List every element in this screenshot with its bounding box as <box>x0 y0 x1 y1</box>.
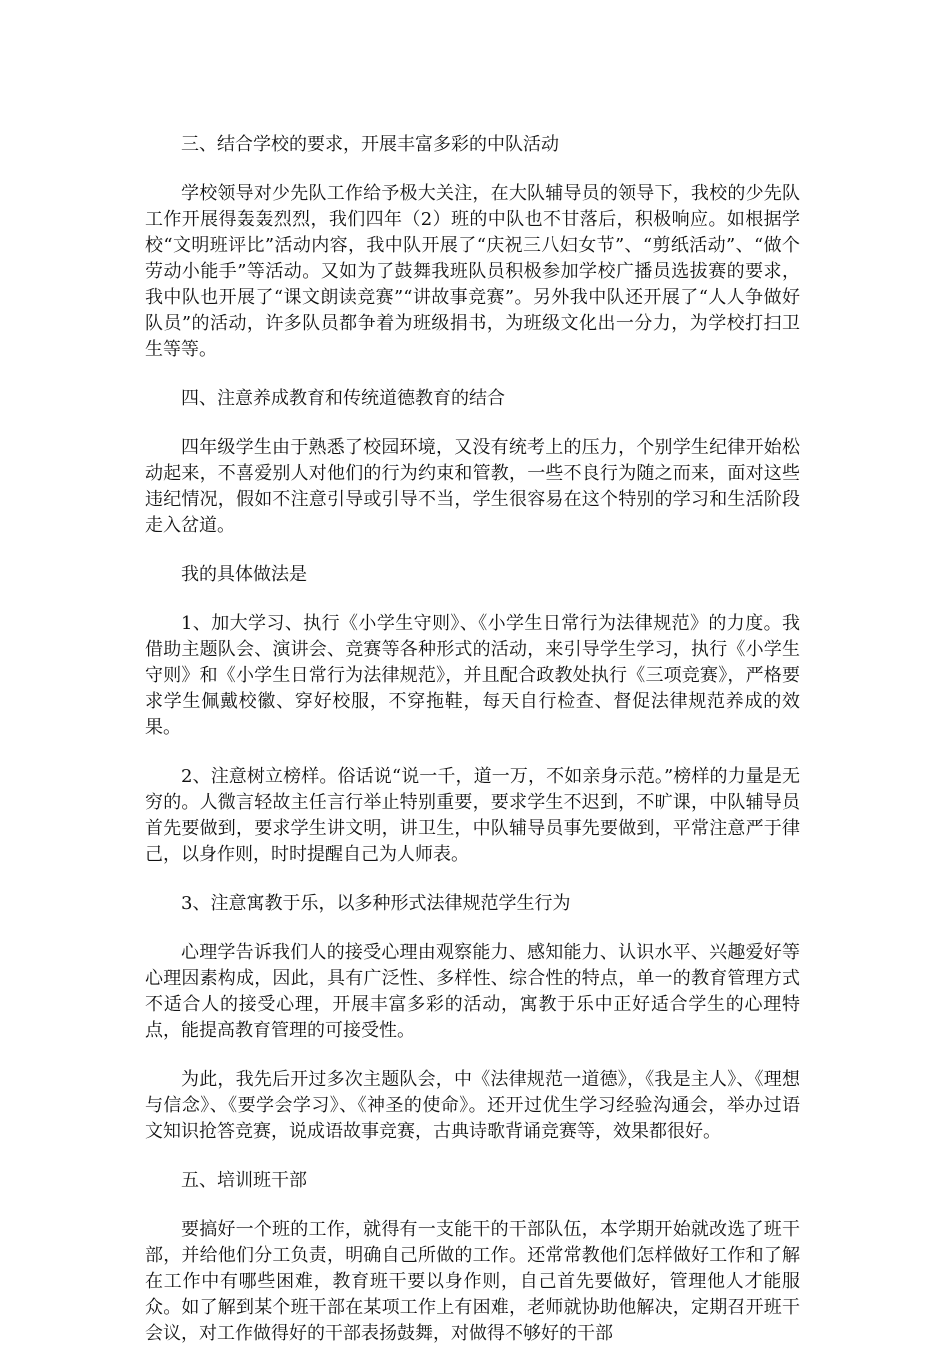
section-heading-5: 五、培训班干部 <box>181 1170 307 1191</box>
section-heading-3: 三、结合学校的要求，开展丰富多彩的中队活动 <box>181 134 559 155</box>
paragraph: 心理学告诉我们人的接受心理由观察能力、感知能力、认识水平、兴趣爱好等心理因素构成，因此，具有广泛性、多样性、综合性的特点，单一的教育管理方式不适合人的接受心理，开展丰富多彩的活动，寓教于乐中正好适合学生的心理特点，能提高教育管理的可接受性。 <box>145 942 800 1041</box>
paragraph: 3、注意寓教于乐，以多种形式法律规范学生行为 <box>181 893 571 914</box>
paragraph: 我的具体做法是 <box>181 564 307 585</box>
paragraph: 2、注意树立榜样。俗话说“说一千，道一万，不如亲身示范。”榜样的力量是无穷的。人微言轻故主任言行举止特别重要，要求学生不迟到，不旷课，中队辅导员首先要做到，要求学生讲文明，讲卫生，中队辅导员事先要做到，平常注意严于律己，以身作则，时时提醒自己为人师表。 <box>145 766 800 865</box>
paragraph: 四年级学生由于熟悉了校园环境，又没有统考上的压力，个别学生纪律开始松动起来，不喜爱别人对他们的行为约束和管教，一些不良行为随之而来，面对这些违纪情况，假如不注意引导或引导不当，学生很容易在这个特别的学习和生活阶段走入岔道。 <box>145 437 800 536</box>
paragraph: 要搞好一个班的工作，就得有一支能干的干部队伍，本学期开始就改选了班干部，并给他们分工负责，明确自己所做的工作。还常常教他们怎样做好工作和了解在工作中有哪些困难，教育班干要以身作则，自己首先要做好，管理他人才能服众。如了解到某个班干部在某项工作上有困难，老师就协助他解决，定期召开班干会议，对工作做得好的干部表扬鼓舞，对做得不够好的干部 <box>145 1219 800 1344</box>
document-body <box>145 132 800 1370</box>
paragraph: 为此，我先后开过多次主题队会，中《法律规范一道德》，《我是主人》、《理想与信念》、《要学会学习》、《神圣的使命》。还开过优生学习经验沟通会，举办过语文知识抢答竞赛，说成语故事竞赛，古典诗歌背诵竞赛等，效果都很好。 <box>145 1069 800 1142</box>
paragraph: 1、加大学习、执行《小学生守则》、《小学生日常行为法律规范》的力度。我借助主题队会、演讲会、竞赛等各种形式的活动，来引导学生学习，执行《小学生守则》和《小学生日常行为法律规范》，并且配合政教处执行《三项竞赛》，严格要求学生佩戴校徽、穿好校服，不穿拖鞋，每天自行检查、督促法律规范养成的效果。 <box>145 613 800 738</box>
section-heading-4: 四、注意养成教育和传统道德教育的结合 <box>181 388 505 409</box>
paragraph: 学校领导对少先队工作给予极大关注，在大队辅导员的领导下，我校的少先队工作开展得轰轰烈烈，我们四年（2）班的中队也不甘落后，积极响应。如根据学校“文明班评比”活动内容，我中队开展了“庆祝三八妇女节”、“剪纸活动”、“做个劳动小能手”等活动。又如为了鼓舞我班队员积极参加学校广播员选拔赛的要求，我中队也开展了“课文朗读竞赛”“讲故事竞赛”。另外我中队还开展了“人人争做好队员”的活动，许多队员都争着为班级捐书，为班级文化出一分力，为学校打扫卫生等等。 <box>145 183 800 360</box>
